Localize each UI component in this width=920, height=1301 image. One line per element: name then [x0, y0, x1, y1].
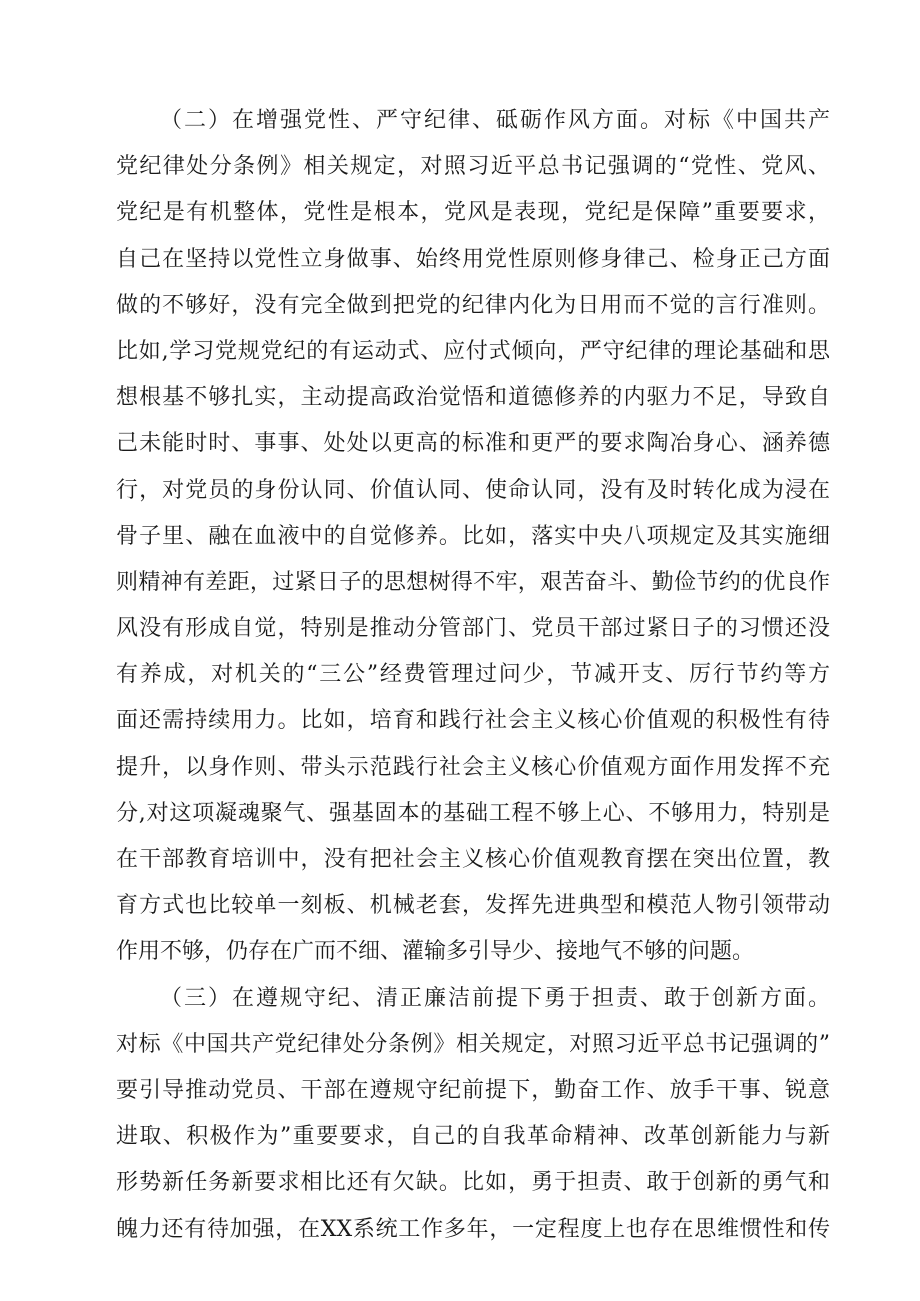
paragraph-2-line-1: （二）在增强党性、严守纪律、砥砺作风方面。对标《中国共产: [160, 108, 830, 133]
paragraph-3-line-4: 进取、积极作为”重要要求，自己的自我革命精神、改革创新能力与新: [116, 1124, 830, 1150]
paragraph-3-line-2: 对标《中国共产党纪律处分条例》相关规定，对照习近平总书记强调的”: [116, 1031, 830, 1057]
paragraph-2-line-13: 有养成，对机关的“三公”经费管理过问少，节减开支、厉行节约等方: [116, 662, 830, 688]
paragraph-2-line-19: 作用不够，仍存在广而不细、灌输多引导少、接地气不够的问题。: [116, 939, 755, 965]
paragraph-3-line-6: 魄力还有待加强，在XX系统工作多年，一定程度上也存在思维惯性和传: [116, 1216, 830, 1242]
paragraph-2-line-17: 在干部教育培训中，没有把社会主义核心价值观教育摆在突出位置，教: [116, 847, 830, 872]
paragraph-2-line-6: 比如,学习党规党纪的有运动式、应付式倾向，严守纪律的理论基础和思: [116, 338, 830, 364]
paragraph-2-line-2: 党纪律处分条例》相关规定，对照习近平总书记强调的“党性、党风、: [116, 154, 830, 180]
paragraph-2-line-14: 面还需持续用力。比如，培育和践行社会主义核心价值观的积极性有待: [116, 708, 830, 734]
paragraph-3-line-5: 形势新任务新要求相比还有欠缺。比如，勇于担责、敢于创新的勇气和: [116, 1170, 830, 1196]
paragraph-3-line-3: 要引导推动党员、干部在遵规守纪前提下，勤奋工作、放手干事、锐意: [116, 1077, 830, 1103]
paragraph-2-line-12: 风没有形成自觉，特别是推动分管部门、党员干部过紧日子的习惯还没: [116, 616, 830, 642]
paragraph-2-line-10: 骨子里、融在血液中的自觉修养。比如，落实中央八项规定及其实施细: [116, 523, 830, 549]
paragraph-2-line-16: 分,对这项凝魂聚气、强基固本的基础工程不够上心、不够用力，特别是: [116, 800, 830, 826]
document-body: [116, 98, 830, 1253]
paragraph-2-line-11: 则精神有差距，过紧日子的思想树得不牢，艰苦奋斗、勤俭节约的优良作: [116, 569, 830, 595]
paragraph-2-line-9: 行，对党员的身份认同、价值认同、使命认同，没有及时转化成为浸在: [116, 477, 830, 503]
paragraph-2-line-5: 做的不够好，没有完全做到把党的纪律内化为日用而不觉的言行准则。: [116, 292, 830, 318]
paragraph-2-line-3: 党纪是有机整体，党性是根本，党风是表现，党纪是保障”重要要求，: [116, 200, 830, 226]
paragraph-3-line-1: （三）在遵规守纪、清正廉洁前提下勇于担责、敢于创新方面。: [160, 985, 830, 1011]
paragraph-2-line-8: 己未能时时、事事、处处以更高的标准和更严的要求陶冶身心、涵养德: [116, 431, 830, 457]
paragraph-2-line-18: 育方式也比较单一刻板、机械老套，发挥先进典型和模范人物引领带动: [116, 893, 830, 919]
paragraph-2-line-7: 想根基不够扎实，主动提高政治觉悟和道德修养的内驱力不足，导致自: [116, 385, 830, 411]
paragraph-2-line-15: 提升，以身作则、带头示范践行社会主义核心价值观方面作用发挥不充: [116, 754, 830, 780]
paragraph-2-line-4: 自己在坚持以党性立身做事、始终用党性原则修身律己、检身正己方面: [116, 246, 830, 272]
